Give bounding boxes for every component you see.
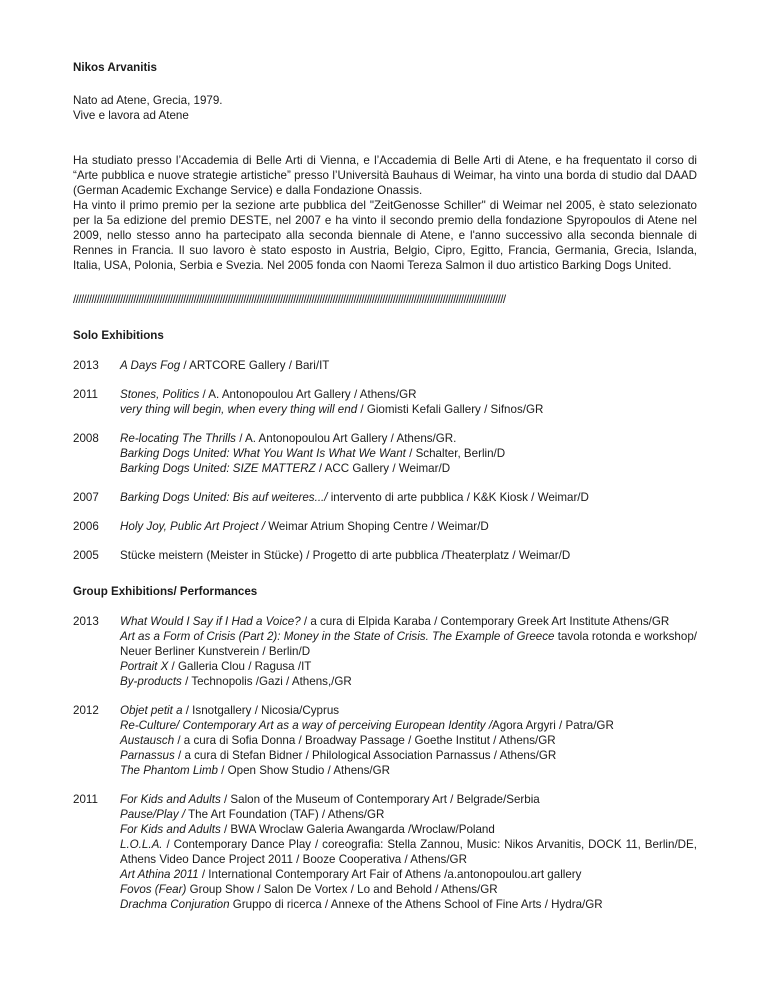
exhibition-entry <box>120 358 697 373</box>
solo-exhibitions-title: Solo Exhibitions <box>73 329 164 342</box>
exhibition-entry <box>120 897 697 912</box>
exhibition-title: very thing will begin, when every thing will end <box>120 403 358 416</box>
year-label: 2012 <box>73 704 99 717</box>
year-entries <box>120 358 697 373</box>
year-entries <box>120 792 697 912</box>
year-row <box>73 387 697 417</box>
year-label: 2011 <box>73 793 98 806</box>
year-row <box>73 792 697 912</box>
exhibition-title: Fovos (Fear) <box>120 883 187 896</box>
year-row <box>73 703 697 778</box>
exhibition-title: Barking Dogs United: What You Want Is What We Want <box>120 447 406 460</box>
exhibition-entry <box>120 703 697 718</box>
exhibition-entry <box>120 837 697 867</box>
year-entries <box>120 387 697 417</box>
exhibition-details: Stücke meistern (Meister in Stücke) / Progetto di arte pubblica /Theaterplatz / Weimar/D <box>120 549 571 562</box>
exhibition-details: / a cura di Elpida Karaba / Contemporary Greek Art Institute Athens/GR <box>300 615 670 628</box>
exhibition-details: tavola rotonda e workshop/ Neuer Berliner Kunstverein / Berlin/D <box>120 630 697 658</box>
group-exhibitions-title: Group Exhibitions/ Performances <box>73 585 258 598</box>
year-label: 2013 <box>73 359 99 372</box>
exhibition-details: Group Show / Salon De Vortex / Lo and Behold / Athens/GR <box>186 883 498 896</box>
year-entries <box>120 431 697 476</box>
exhibition-title: Objet petit a <box>120 704 183 717</box>
exhibition-details: / Galleria Clou / Ragusa /IT <box>168 660 312 673</box>
year-label: 2013 <box>73 615 99 628</box>
exhibition-entry <box>120 882 697 897</box>
exhibition-details: / BWA Wroclaw Galeria Awangarda /Wroclaw/Poland <box>220 823 495 836</box>
exhibition-details: / a cura di Sofia Donna / Broadway Passage / Goethe Institut / Athens/GR <box>174 734 556 747</box>
exhibition-entry <box>120 718 697 733</box>
year-row <box>73 431 697 476</box>
exhibition-details: Gruppo di ricerca / Annexe of the Athens School of Fine Arts / Hydra/GR <box>229 898 603 911</box>
year-row <box>73 614 697 689</box>
year-label: 2008 <box>73 432 99 445</box>
exhibition-entry <box>120 614 697 629</box>
exhibition-title: Stones, Politics <box>120 388 200 401</box>
exhibition-entry <box>120 659 697 674</box>
birth-info: Nato ad Atene, Grecia, 1979. <box>73 94 223 107</box>
exhibition-details: intervento di arte pubblica / K&K Kiosk / Weimar/D <box>327 491 589 504</box>
exhibition-details: / A. Antonopoulou Art Gallery / Athens/GR <box>199 388 417 401</box>
exhibition-title: Barking Dogs United: Bis auf weiteres.../ <box>120 491 328 504</box>
exhibition-title: Parnassus <box>120 749 175 762</box>
exhibition-entry <box>120 490 697 505</box>
exhibition-entry <box>120 807 697 822</box>
residence-info: Vive e lavora ad Atene <box>73 109 189 122</box>
exhibition-details: Agora Argyri / Patra/GR <box>492 719 614 732</box>
exhibition-title: Austausch <box>120 734 175 747</box>
bio-paragraph: Ha studiato presso l’Accademia di Belle Arti di Vienna, e l’Accademia di Belle Arti di Atene, e ha frequentato il corso di “Arte pubblica e nuove strategie artistiche” presso l’Università Bauhaus di Weimar, ha vinto una borda di studio dal DAAD (German Academic Exchange Service) e dalla Fondazione Onassis. <box>73 154 697 197</box>
exhibition-details: / Salon of the Museum of Contemporary Art / Belgrade/Serbia <box>220 793 540 806</box>
year-row <box>73 358 697 373</box>
exhibition-details: / A. Antonopoulou Art Gallery / Athens/GR. <box>235 432 457 445</box>
exhibition-title: Portrait X <box>120 660 169 673</box>
exhibition-details: / Isnotgallery / Nicosia/Cyprus <box>182 704 340 717</box>
year-row <box>73 490 697 505</box>
year-entries <box>120 490 697 505</box>
year-row <box>73 548 697 563</box>
exhibition-title: Re-locating The Thrills <box>120 432 236 445</box>
exhibition-title: The Phantom Limb <box>120 764 218 777</box>
year-label: 2007 <box>73 491 99 504</box>
exhibition-entry <box>120 548 697 563</box>
year-entries <box>120 548 697 563</box>
exhibition-details: / Open Show Studio / Athens/GR <box>217 764 391 777</box>
exhibition-title: Pause/Play / <box>120 808 186 821</box>
exhibition-entry <box>120 431 697 446</box>
exhibition-title: Holy Joy, Public Art Project / <box>120 520 265 533</box>
exhibition-details: Weimar Atrium Shoping Centre / Weimar/D <box>264 520 489 533</box>
year-label: 2011 <box>73 388 98 401</box>
exhibition-entry <box>120 446 697 461</box>
year-entries <box>120 614 697 689</box>
bio-paragraph: Ha vinto il primo premio per la sezione arte pubblica del "ZeitGenosse Schiller" di Weimar nel 2005, è stato selezionato per la 5a edizione del premio DESTE, nel 2007 e ha vinto il secondo premio della fondazione Spyropoulos di Atene nel 2009, nello stesso anno ha partecipato alla seconda biennale di Atene, e l'anno successivo alla seconda biennale di Rennes in Francia. Il suo lavoro è stato esposto in Austria, Belgio, Cipro, Egitto, Francia, Germania, Grecia, Islanda, Italia, USA, Polonia, Serbia e Svezia. Nel 2005 fonda con Naomi Tereza Salmon il duo artistico Barking Dogs United. <box>73 199 697 272</box>
exhibition-details: / Giomisti Kefali Gallery / Sifnos/GR <box>357 403 544 416</box>
artist-name: Nikos Arvanitis <box>73 61 157 74</box>
separator-line: ///////////////////////////////////////////////////////////////////////////////////////////////////////////////////////////////////////////////////////////////////// <box>73 293 506 306</box>
exhibition-title: Drachma Conjuration <box>120 898 230 911</box>
exhibition-details: The Art Foundation (TAF) / Athens/GR <box>185 808 385 821</box>
exhibition-title: For Kids and Adults <box>120 793 221 806</box>
exhibition-details: / ACC Gallery / Weimar/D <box>315 462 451 475</box>
exhibition-details: / Schalter, Berlin/D <box>405 447 506 460</box>
exhibition-details: / Technopolis /Gazi / Athens,/GR <box>181 675 352 688</box>
exhibition-entry <box>120 867 697 882</box>
exhibition-title: By-products <box>120 675 182 688</box>
exhibition-title: For Kids and Adults <box>120 823 221 836</box>
exhibition-title: Art as a Form of Crisis (Part 2): Money in the State of Crisis. The Example of Greece <box>120 630 555 643</box>
exhibition-title: Art Athina 2011 <box>120 868 199 881</box>
exhibition-title: L.O.L.A. <box>120 838 163 851</box>
year-label: 2005 <box>73 549 99 562</box>
group-exhibitions-list <box>73 614 697 912</box>
exhibition-title: Barking Dogs United: SIZE MATTERZ <box>120 462 316 475</box>
exhibition-details: / International Contemporary Art Fair of Athens /a.antonopoulou.art gallery <box>198 868 582 881</box>
exhibition-entry <box>120 792 697 807</box>
exhibition-entry <box>120 822 697 837</box>
exhibition-entry <box>120 674 697 689</box>
exhibition-details: / Contemporary Dance Play / coreografia: Stella Zannou, Music: Nikos Arvanitis, DOCK 11, Berlin/DE, Athens Video Dance Project 2011 / Booze Cooperativa / Athens/GR <box>120 838 697 866</box>
solo-exhibitions-list <box>73 358 697 563</box>
exhibition-title: What Would I Say if I Had a Voice? <box>120 615 301 628</box>
exhibition-title: A Days Fog <box>120 359 181 372</box>
exhibition-entry <box>120 629 697 659</box>
cv-document <box>73 60 697 912</box>
exhibition-title: Re-Culture/ Contemporary Art as a way of perceiving European Identity / <box>120 719 493 732</box>
year-label: 2006 <box>73 520 99 533</box>
year-entries <box>120 703 697 778</box>
exhibition-entry <box>120 402 697 417</box>
exhibition-details: / a cura di Stefan Bidner / Philological Association Parnassus / Athens/GR <box>174 749 557 762</box>
year-row <box>73 519 697 534</box>
year-entries <box>120 519 697 534</box>
biography <box>73 153 697 273</box>
exhibition-details: / ARTCORE Gallery / Bari/IT <box>180 359 330 372</box>
exhibition-entry <box>120 461 697 476</box>
exhibition-entry <box>120 519 697 534</box>
exhibition-entry <box>120 387 697 402</box>
exhibition-entry <box>120 763 697 778</box>
exhibition-entry <box>120 748 697 763</box>
exhibition-entry <box>120 733 697 748</box>
